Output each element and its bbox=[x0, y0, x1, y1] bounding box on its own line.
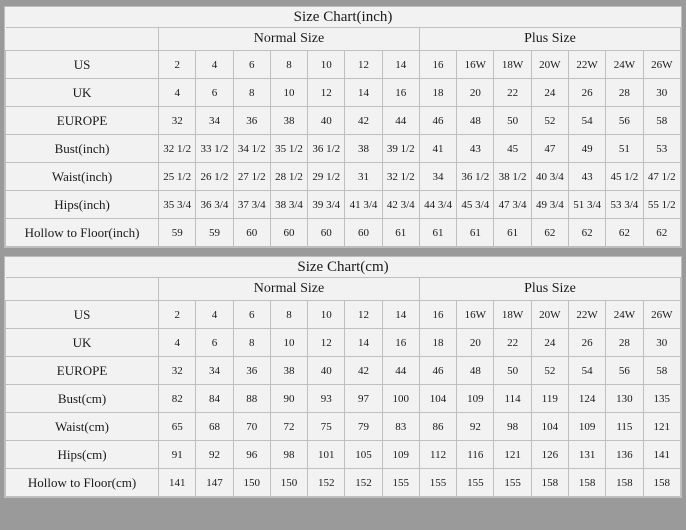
cell: 61 bbox=[419, 219, 456, 247]
cell: 158 bbox=[606, 469, 643, 497]
cell: 92 bbox=[196, 441, 233, 469]
cell: 44 bbox=[382, 107, 419, 135]
cell: 6 bbox=[196, 79, 233, 107]
group-normal-size: Normal Size bbox=[159, 278, 420, 301]
cell: 35 3/4 bbox=[159, 191, 196, 219]
cell: 27 1/2 bbox=[233, 163, 270, 191]
cell: 155 bbox=[419, 469, 456, 497]
cell: 46 bbox=[419, 357, 456, 385]
cell: 47 1/2 bbox=[643, 163, 680, 191]
cell: 36 3/4 bbox=[196, 191, 233, 219]
cell: 14 bbox=[382, 51, 419, 79]
cell: 121 bbox=[643, 413, 680, 441]
cell: 58 bbox=[643, 357, 680, 385]
cell: 18W bbox=[494, 301, 531, 329]
cell: 51 3/4 bbox=[568, 191, 605, 219]
cell: 54 bbox=[568, 357, 605, 385]
cell: 112 bbox=[419, 441, 456, 469]
cell: 43 bbox=[568, 163, 605, 191]
cell: 47 bbox=[531, 135, 568, 163]
size-chart-inch-table bbox=[5, 7, 681, 247]
cell: 31 bbox=[345, 163, 382, 191]
row-label: Hips(cm) bbox=[6, 441, 159, 469]
cell: 50 bbox=[494, 107, 531, 135]
cell: 60 bbox=[345, 219, 382, 247]
cell: 68 bbox=[196, 413, 233, 441]
cell: 18 bbox=[419, 329, 456, 357]
table-row bbox=[6, 357, 681, 385]
row-label: Waist(cm) bbox=[6, 413, 159, 441]
cell: 116 bbox=[457, 441, 494, 469]
cell: 33 1/2 bbox=[196, 135, 233, 163]
cell: 20W bbox=[531, 301, 568, 329]
row-label: Waist(inch) bbox=[6, 163, 159, 191]
cell: 50 bbox=[494, 357, 531, 385]
cell: 22W bbox=[568, 301, 605, 329]
cell: 24W bbox=[606, 51, 643, 79]
cell: 49 bbox=[568, 135, 605, 163]
cell: 14 bbox=[345, 79, 382, 107]
cell: 38 3/4 bbox=[270, 191, 307, 219]
cell: 42 3/4 bbox=[382, 191, 419, 219]
cell: 124 bbox=[568, 385, 605, 413]
cell: 104 bbox=[419, 385, 456, 413]
cell: 16 bbox=[382, 79, 419, 107]
cell: 51 bbox=[606, 135, 643, 163]
cell: 158 bbox=[531, 469, 568, 497]
cell: 14 bbox=[345, 329, 382, 357]
cell: 20 bbox=[457, 79, 494, 107]
cell: 20 bbox=[457, 329, 494, 357]
cell: 32 1/2 bbox=[382, 163, 419, 191]
cell: 38 bbox=[345, 135, 382, 163]
group-row-corner bbox=[6, 278, 159, 301]
cell: 48 bbox=[457, 107, 494, 135]
row-label: Hips(inch) bbox=[6, 191, 159, 219]
cell: 61 bbox=[382, 219, 419, 247]
cell: 45 3/4 bbox=[457, 191, 494, 219]
chart-title: Size Chart(inch) bbox=[6, 7, 681, 28]
table-row bbox=[6, 441, 681, 469]
cell: 92 bbox=[457, 413, 494, 441]
cell: 22W bbox=[568, 51, 605, 79]
size-chart-cm-table bbox=[5, 257, 681, 497]
cell: 62 bbox=[643, 219, 680, 247]
cell: 58 bbox=[643, 107, 680, 135]
cell: 53 bbox=[643, 135, 680, 163]
cell: 91 bbox=[159, 441, 196, 469]
row-label: US bbox=[6, 51, 159, 79]
cell: 109 bbox=[457, 385, 494, 413]
cell: 55 1/2 bbox=[643, 191, 680, 219]
cell: 26 1/2 bbox=[196, 163, 233, 191]
cell: 32 1/2 bbox=[159, 135, 196, 163]
cell: 39 3/4 bbox=[308, 191, 345, 219]
table-row bbox=[6, 51, 681, 79]
cell: 40 bbox=[308, 107, 345, 135]
cell: 65 bbox=[159, 413, 196, 441]
cell: 155 bbox=[494, 469, 531, 497]
cell: 16 bbox=[382, 329, 419, 357]
cell: 109 bbox=[568, 413, 605, 441]
cell: 8 bbox=[270, 301, 307, 329]
cell: 12 bbox=[345, 51, 382, 79]
cell: 10 bbox=[308, 51, 345, 79]
cell: 26 bbox=[568, 329, 605, 357]
cell: 44 bbox=[382, 357, 419, 385]
cell: 16W bbox=[457, 51, 494, 79]
cell: 45 1/2 bbox=[606, 163, 643, 191]
cell: 34 bbox=[196, 357, 233, 385]
cell: 150 bbox=[270, 469, 307, 497]
cell: 86 bbox=[419, 413, 456, 441]
cell: 8 bbox=[233, 329, 270, 357]
chart-group-row bbox=[6, 28, 681, 51]
cell: 97 bbox=[345, 385, 382, 413]
cell: 30 bbox=[643, 79, 680, 107]
cell: 96 bbox=[233, 441, 270, 469]
chart-title: Size Chart(cm) bbox=[6, 257, 681, 278]
row-label: Hollow to Floor(cm) bbox=[6, 469, 159, 497]
cell: 30 bbox=[643, 329, 680, 357]
cell: 61 bbox=[457, 219, 494, 247]
cell: 136 bbox=[606, 441, 643, 469]
cell: 70 bbox=[233, 413, 270, 441]
cell: 62 bbox=[606, 219, 643, 247]
table-row bbox=[6, 79, 681, 107]
cell: 24W bbox=[606, 301, 643, 329]
cell: 40 3/4 bbox=[531, 163, 568, 191]
cell: 10 bbox=[270, 329, 307, 357]
cell: 60 bbox=[270, 219, 307, 247]
row-label: Bust(inch) bbox=[6, 135, 159, 163]
cell: 104 bbox=[531, 413, 568, 441]
cell: 126 bbox=[531, 441, 568, 469]
cell: 131 bbox=[568, 441, 605, 469]
row-label: UK bbox=[6, 79, 159, 107]
cell: 34 1/2 bbox=[233, 135, 270, 163]
cell: 88 bbox=[233, 385, 270, 413]
cell: 98 bbox=[494, 413, 531, 441]
chart-group-row bbox=[6, 278, 681, 301]
table-row bbox=[6, 469, 681, 497]
cell: 32 bbox=[159, 107, 196, 135]
cell: 79 bbox=[345, 413, 382, 441]
cell: 158 bbox=[568, 469, 605, 497]
cell: 2 bbox=[159, 301, 196, 329]
cell: 62 bbox=[531, 219, 568, 247]
cell: 16 bbox=[419, 301, 456, 329]
cell: 6 bbox=[196, 329, 233, 357]
cell: 105 bbox=[345, 441, 382, 469]
cell: 135 bbox=[643, 385, 680, 413]
cell: 38 bbox=[270, 107, 307, 135]
cell: 25 1/2 bbox=[159, 163, 196, 191]
row-label: Hollow to Floor(inch) bbox=[6, 219, 159, 247]
chart-title-row bbox=[6, 7, 681, 28]
group-plus-size: Plus Size bbox=[419, 28, 680, 51]
cell: 36 1/2 bbox=[457, 163, 494, 191]
cell: 4 bbox=[196, 301, 233, 329]
cell: 60 bbox=[308, 219, 345, 247]
cell: 41 bbox=[419, 135, 456, 163]
cell: 8 bbox=[233, 79, 270, 107]
cell: 29 1/2 bbox=[308, 163, 345, 191]
cell: 4 bbox=[159, 79, 196, 107]
cell: 72 bbox=[270, 413, 307, 441]
table-row bbox=[6, 219, 681, 247]
cell: 98 bbox=[270, 441, 307, 469]
cell: 24 bbox=[531, 329, 568, 357]
cell: 12 bbox=[308, 329, 345, 357]
row-label: US bbox=[6, 301, 159, 329]
group-plus-size: Plus Size bbox=[419, 278, 680, 301]
cell: 75 bbox=[308, 413, 345, 441]
row-label: EUROPE bbox=[6, 107, 159, 135]
cell: 10 bbox=[270, 79, 307, 107]
table-row bbox=[6, 413, 681, 441]
cell: 41 3/4 bbox=[345, 191, 382, 219]
cell: 4 bbox=[196, 51, 233, 79]
cell: 40 bbox=[308, 357, 345, 385]
cell: 32 bbox=[159, 357, 196, 385]
cell: 34 bbox=[419, 163, 456, 191]
table-row bbox=[6, 385, 681, 413]
table-row bbox=[6, 107, 681, 135]
cell: 36 bbox=[233, 107, 270, 135]
cell: 90 bbox=[270, 385, 307, 413]
cell: 60 bbox=[233, 219, 270, 247]
cell: 22 bbox=[494, 329, 531, 357]
cell: 42 bbox=[345, 107, 382, 135]
cell: 121 bbox=[494, 441, 531, 469]
cell: 152 bbox=[345, 469, 382, 497]
cell: 28 bbox=[606, 329, 643, 357]
cell: 22 bbox=[494, 79, 531, 107]
row-label: EUROPE bbox=[6, 357, 159, 385]
table-row bbox=[6, 135, 681, 163]
cell: 62 bbox=[568, 219, 605, 247]
row-label: Bust(cm) bbox=[6, 385, 159, 413]
cell: 26W bbox=[643, 51, 680, 79]
cell: 34 bbox=[196, 107, 233, 135]
cell: 26 bbox=[568, 79, 605, 107]
table-row bbox=[6, 329, 681, 357]
cell: 141 bbox=[643, 441, 680, 469]
cell: 26W bbox=[643, 301, 680, 329]
cell: 119 bbox=[531, 385, 568, 413]
cell: 147 bbox=[196, 469, 233, 497]
cell: 93 bbox=[308, 385, 345, 413]
cell: 28 1/2 bbox=[270, 163, 307, 191]
table-row bbox=[6, 163, 681, 191]
cell: 83 bbox=[382, 413, 419, 441]
cell: 44 3/4 bbox=[419, 191, 456, 219]
cell: 54 bbox=[568, 107, 605, 135]
cell: 6 bbox=[233, 301, 270, 329]
cell: 100 bbox=[382, 385, 419, 413]
cell: 14 bbox=[382, 301, 419, 329]
cell: 56 bbox=[606, 357, 643, 385]
cell: 24 bbox=[531, 79, 568, 107]
cell: 35 1/2 bbox=[270, 135, 307, 163]
table-row bbox=[6, 191, 681, 219]
cell: 114 bbox=[494, 385, 531, 413]
cell: 12 bbox=[345, 301, 382, 329]
cell: 101 bbox=[308, 441, 345, 469]
cell: 152 bbox=[308, 469, 345, 497]
cell: 28 bbox=[606, 79, 643, 107]
cell: 82 bbox=[159, 385, 196, 413]
cell: 36 bbox=[233, 357, 270, 385]
cell: 150 bbox=[233, 469, 270, 497]
size-chart-cm-block bbox=[4, 256, 682, 498]
cell: 59 bbox=[196, 219, 233, 247]
cell: 16W bbox=[457, 301, 494, 329]
cell: 52 bbox=[531, 107, 568, 135]
cell: 8 bbox=[270, 51, 307, 79]
cell: 48 bbox=[457, 357, 494, 385]
cell: 52 bbox=[531, 357, 568, 385]
cell: 38 bbox=[270, 357, 307, 385]
cell: 158 bbox=[643, 469, 680, 497]
cell: 18 bbox=[419, 79, 456, 107]
cell: 18W bbox=[494, 51, 531, 79]
cell: 109 bbox=[382, 441, 419, 469]
chart-title-row bbox=[6, 257, 681, 278]
cell: 155 bbox=[457, 469, 494, 497]
cell: 53 3/4 bbox=[606, 191, 643, 219]
cell: 36 1/2 bbox=[308, 135, 345, 163]
cell: 84 bbox=[196, 385, 233, 413]
cell: 59 bbox=[159, 219, 196, 247]
cell: 4 bbox=[159, 329, 196, 357]
cell: 155 bbox=[382, 469, 419, 497]
cell: 42 bbox=[345, 357, 382, 385]
size-chart-inch-block bbox=[4, 6, 682, 248]
group-normal-size: Normal Size bbox=[159, 28, 420, 51]
cell: 115 bbox=[606, 413, 643, 441]
cell: 37 3/4 bbox=[233, 191, 270, 219]
cell: 20W bbox=[531, 51, 568, 79]
cell: 16 bbox=[419, 51, 456, 79]
cell: 38 1/2 bbox=[494, 163, 531, 191]
cell: 47 3/4 bbox=[494, 191, 531, 219]
cell: 39 1/2 bbox=[382, 135, 419, 163]
cell: 43 bbox=[457, 135, 494, 163]
table-row bbox=[6, 301, 681, 329]
cell: 46 bbox=[419, 107, 456, 135]
cell: 6 bbox=[233, 51, 270, 79]
cell: 130 bbox=[606, 385, 643, 413]
cell: 10 bbox=[308, 301, 345, 329]
row-label: UK bbox=[6, 329, 159, 357]
group-row-corner bbox=[6, 28, 159, 51]
cell: 56 bbox=[606, 107, 643, 135]
cell: 45 bbox=[494, 135, 531, 163]
cell: 12 bbox=[308, 79, 345, 107]
cell: 61 bbox=[494, 219, 531, 247]
cell: 141 bbox=[159, 469, 196, 497]
cell: 2 bbox=[159, 51, 196, 79]
cell: 49 3/4 bbox=[531, 191, 568, 219]
